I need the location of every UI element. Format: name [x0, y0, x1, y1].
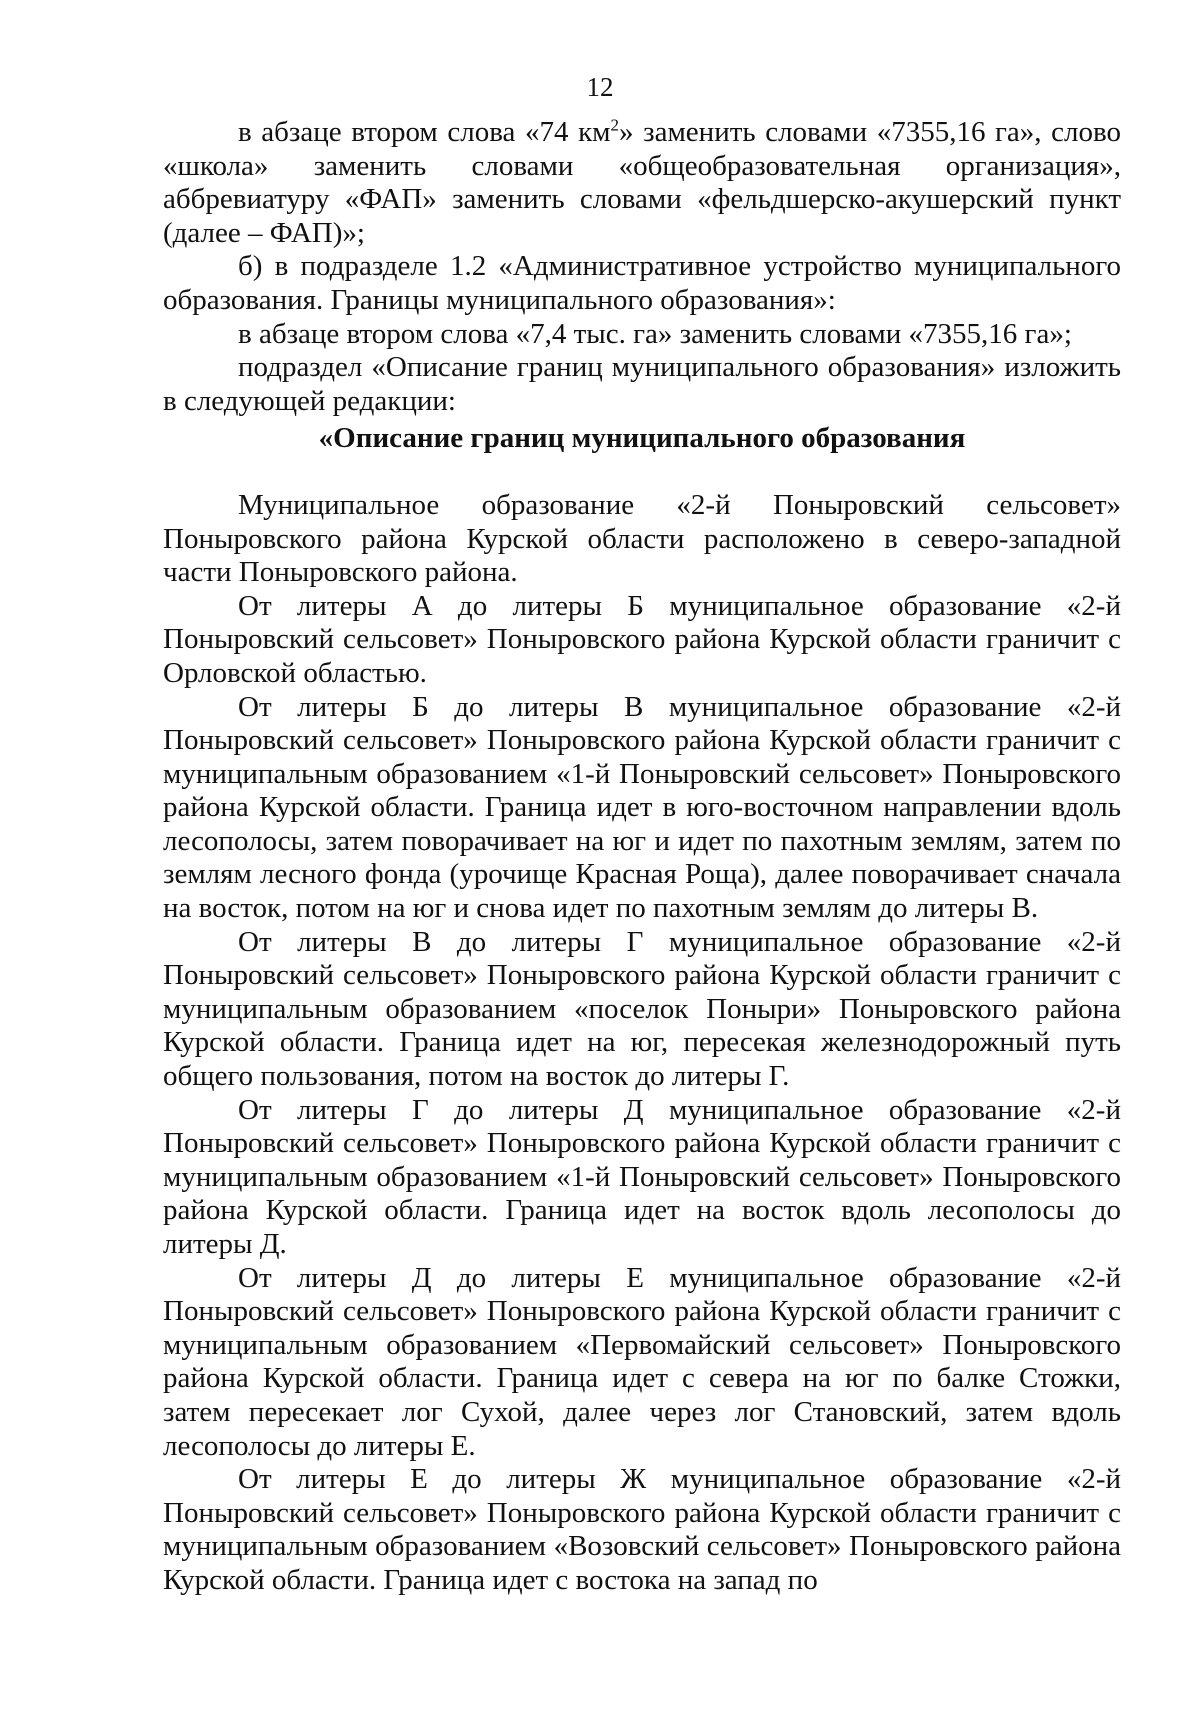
paragraph-5: Муниципальное образование «2-й Поныровский сельсовет» Поныровского района Курской области расположено в северо-западной части Поныровского района.	[163, 488, 1121, 589]
paragraph-3: в абзаце втором слова «7,4 тыс. га» заменить словами «7355,16 га»;	[238, 317, 1072, 350]
paragraph-11: От литеры Е до литеры Ж муниципальное образование «2-й Поныровский сельсовет» Поныровского района Курской области граничит с муниципальным образованием «Возовский сельсовет» Поныровского района Курской области. Граница идет с востока на запад по	[163, 1463, 1121, 1596]
paragraph-2: б) в подразделе 1.2 «Административное устройство муниципального образования. Границы муниципального образования»:	[163, 250, 1121, 316]
document-body	[163, 116, 1121, 1598]
paragraph-6: От литеры А до литеры Б муниципальное образование «2-й Поныровский сельсовет» Поныровского района Курской области граничит с Орловской областью.	[163, 589, 1121, 689]
paragraph-9: От литеры Г до литеры Д муниципальное образование «2-й Поныровский сельсовет» Поныровского района Курской области граничит с муниципальным образованием «1-й Поныровский сельсовет» Поныровского района Курской области. Граница идет на восток вдоль лесополосы до литеры Д.	[163, 1093, 1121, 1260]
paragraph-1-text-end: » заменить словами «7355,16 га», слово «школа» заменить словами «общеобразовательная организация», аббревиатуру «ФАП» заменить словами «фельдшерско-акушерский пункт (далее – ФАП)»;	[163, 116, 1121, 249]
paragraph-1	[163, 116, 1121, 250]
page-number: 12	[586, 72, 614, 102]
section-heading: «Описание границ муниципального образования	[318, 422, 966, 455]
superscript-2: 2	[610, 115, 620, 135]
paragraph-8: От литеры В до литеры Г муниципальное образование «2-й Поныровский сельсовет» Поныровского района Курской области граничит с муниципальным образованием «поселок Поныри» Поныровского района Курской области. Граница идет на юг, пересекая железнодорожный путь общего пользования, потом на восток до литеры Г.	[163, 925, 1121, 1093]
paragraph-10: От литеры Д до литеры Е муниципальное образование «2-й Поныровский сельсовет» Поныровского района Курской области граничит с муниципальным образованием «Первомайский сельсовет» Поныровского района Курской области. Граница идет с севера на юг по балке Стожки, затем пересекает лог Сухой, далее через лог Становский, затем вдоль лесополосы до литеры Е.	[163, 1261, 1121, 1462]
paragraph-4: подраздел «Описание границ муниципального образования» изложить в следующей редакции:	[163, 351, 1121, 417]
paragraph-7: От литеры Б до литеры В муниципальное образование «2-й Поныровский сельсовет» Поныровского района Курской области граничит с муниципальным образованием «1-й Поныровский сельсовет» Поныровского района Курской области. Граница идет в юго-восточном направлении вдоль лесополосы, затем поворачивает на юг и идет по пахотным землям, затем по землям лесного фонда (урочище Красная Роща), далее поворачивает сначала на восток, потом на юг и снова идет по пахотным землям до литеры В.	[163, 690, 1121, 925]
paragraph-1-text-start: в абзаце втором слова «74 км	[238, 116, 611, 148]
